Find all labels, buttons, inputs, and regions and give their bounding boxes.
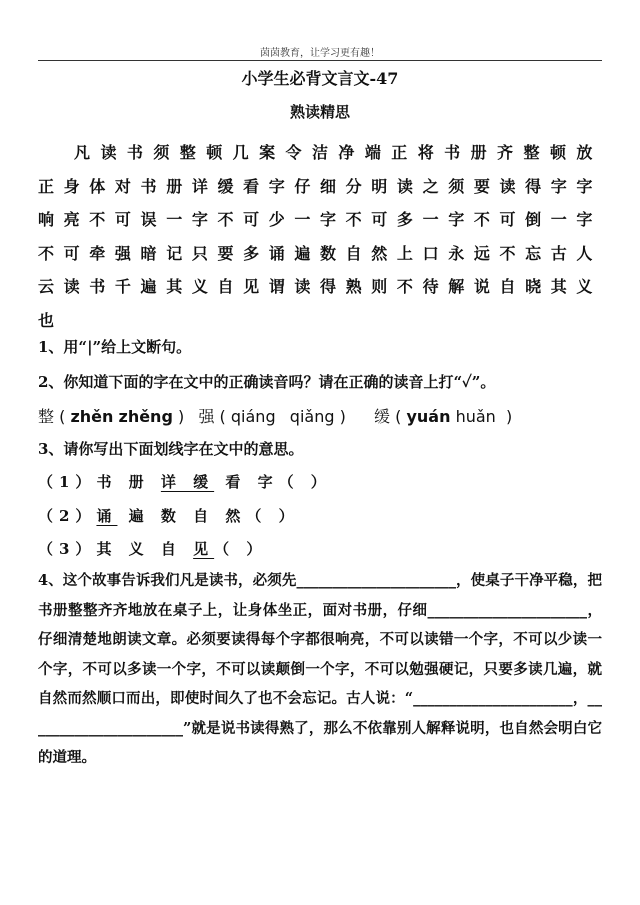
pinyin-options: 整 ( zhěn zhěng ) 强 ( qiáng qiǎng ) 缓 ( yuán huǎn ) bbox=[38, 407, 513, 426]
item-text: 其 义 自 bbox=[96, 540, 194, 558]
pinyin-option[interactable]: zhěn bbox=[70, 407, 114, 426]
question-2: 2、你知道下面的字在文中的正确读音吗？请在正确的读音上打“✓”。 bbox=[38, 373, 496, 391]
answer-blank[interactable]: （ ） bbox=[214, 540, 268, 558]
item-number: （3） bbox=[38, 540, 97, 558]
underlined-word: 详 缓 bbox=[160, 473, 215, 491]
pinyin-char: 强 bbox=[198, 407, 215, 426]
underlined-word: 诵 bbox=[96, 507, 118, 525]
question-4: 4、这个故事告诉我们凡是读书，必须先______________________，使桌子干净平稳，把书册整整齐齐地放在桌子上，让身体坐正，面对书册，仔细______________________，仔细清楚地朗读文章。必须要读得每个字都很响亮，不可以读错一个字，不可以少读一个字，不可以多读一个字，不可以读颠倒一个字，不可以勉强硬记，只要多读几遍，就自然而然顺口而出，即使时间久了也不会忘记。古人说：“______________________，______________________”就是说书读得熟了，那么不依靠别人解释说明，也自然会明白它的道理。 bbox=[38, 572, 602, 766]
question-1: 1、用“|”给上文断句。 bbox=[38, 338, 192, 356]
page-title: 小学生必背文言文-47 bbox=[241, 69, 399, 88]
item-number: （1） bbox=[38, 473, 97, 491]
item-number: （2） bbox=[38, 507, 97, 525]
classical-passage: 凡读书须整顿几案令洁净端正将书册齐整顿放正身体对书册详缓看字仔细分明读之须要读得字字响亮不可误一字不可少一字不可多一字不可倒一字不可牵强暗记只要多诵遍数自然上口永远不忘古人云读书千遍其义自见谓读得熟则不待解说自晓其义也 bbox=[38, 143, 602, 330]
pinyin-option[interactable]: qiǎng bbox=[289, 407, 335, 426]
question-3-item-3 bbox=[38, 538, 610, 559]
answer-blank[interactable]: 看 字（ ） bbox=[214, 473, 332, 491]
underlined-word: 见 bbox=[193, 540, 215, 558]
pinyin-char: 缓 bbox=[374, 407, 391, 426]
question-3-item-2 bbox=[38, 505, 610, 526]
pinyin-option[interactable]: huǎn bbox=[455, 407, 496, 426]
question-3: 3、请你写出下面划线字在文中的意思。 bbox=[38, 440, 304, 458]
item-text: 书 册 bbox=[96, 473, 161, 491]
text-title: 熟读精思 bbox=[289, 103, 350, 121]
pinyin-option[interactable]: qiáng bbox=[230, 407, 276, 426]
header-divider bbox=[38, 60, 602, 61]
pinyin-option[interactable]: yuán bbox=[406, 407, 451, 426]
pinyin-char: 整 bbox=[38, 407, 55, 426]
header-slogan: 茵茵教育，让学习更有趣！ bbox=[260, 48, 380, 59]
answer-blank[interactable]: 遍 数 自 然（ ） bbox=[117, 507, 300, 525]
pinyin-option[interactable]: zhěng bbox=[118, 407, 173, 426]
question-3-item-1 bbox=[38, 471, 610, 492]
